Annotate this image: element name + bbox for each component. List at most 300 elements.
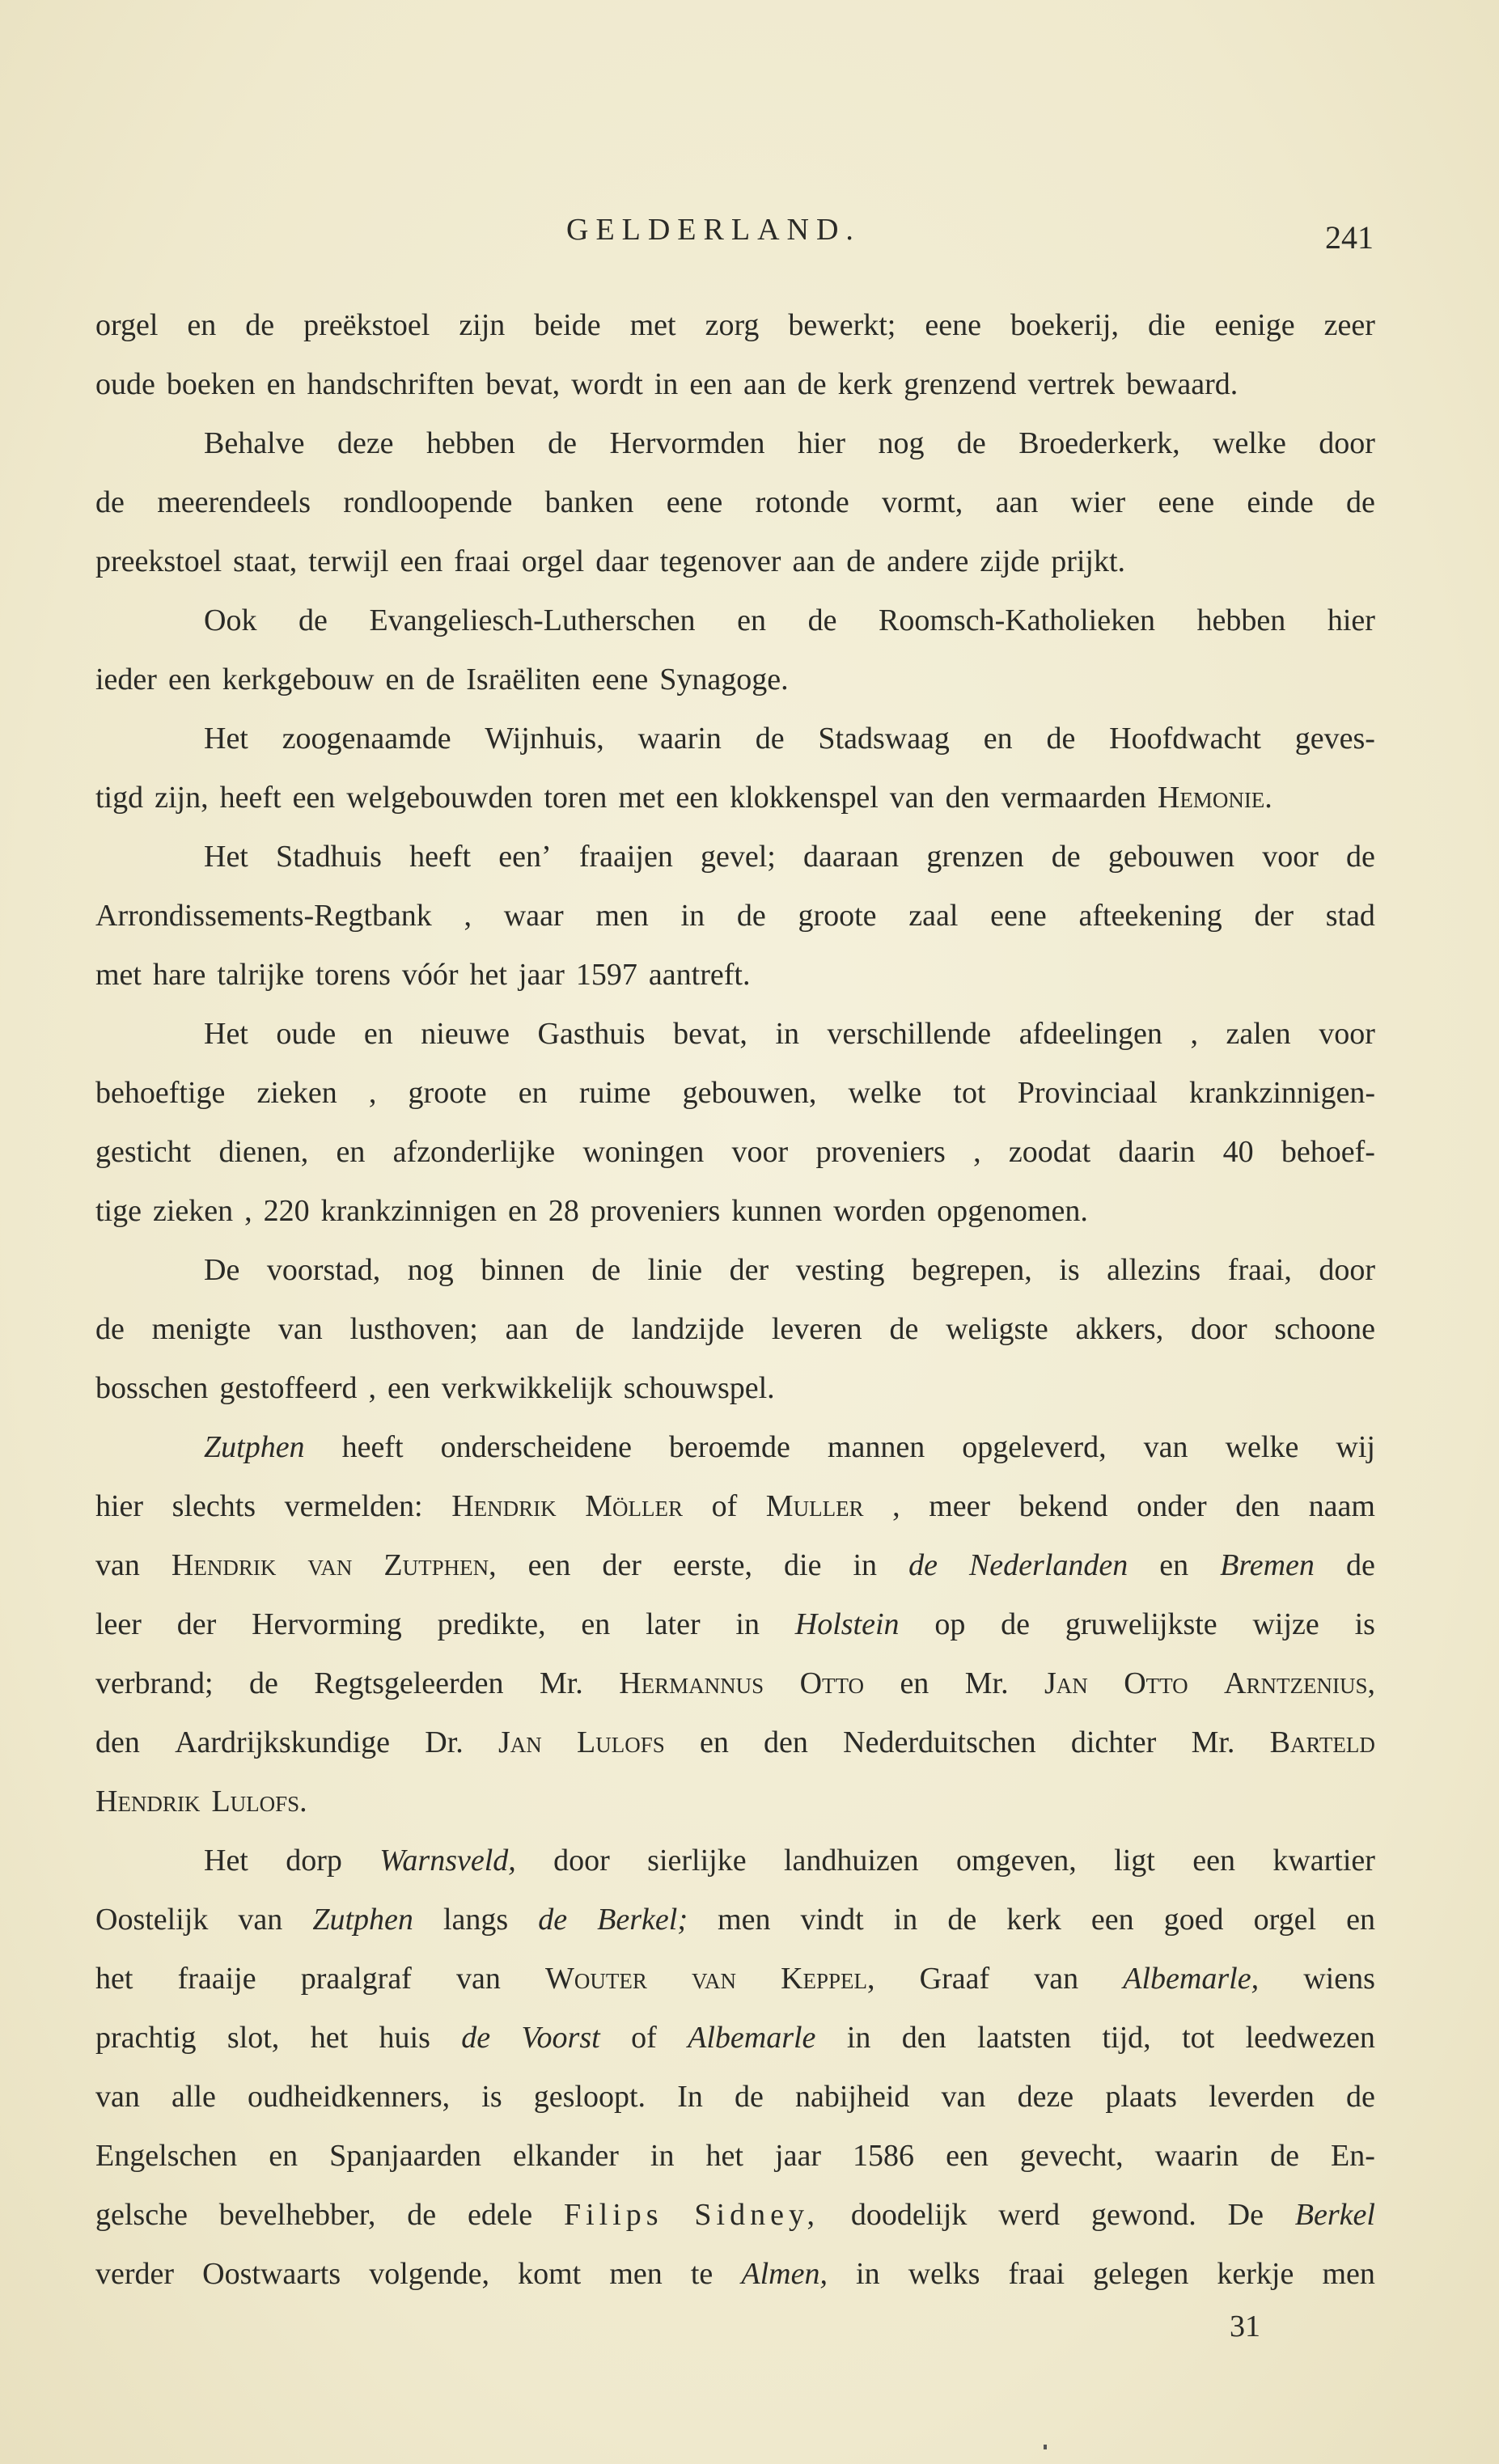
word: meer — [929, 1489, 991, 1523]
word: zieken — [256, 1076, 337, 1110]
word: zijn, — [155, 781, 209, 815]
word: Het — [204, 722, 248, 756]
word: komt — [518, 2257, 582, 2291]
word: fraaijen — [578, 840, 673, 874]
word: en — [269, 2139, 299, 2173]
word: zoodat — [1008, 1135, 1091, 1169]
word: de — [947, 1903, 977, 1937]
word: en — [385, 663, 415, 696]
word: langs — [443, 1903, 509, 1937]
word: en — [266, 367, 296, 401]
text-line — [95, 425, 1375, 485]
word: is — [1354, 1607, 1375, 1641]
word: verder — [95, 2257, 175, 2291]
word: waar — [503, 899, 564, 933]
word: orgel — [95, 308, 159, 342]
word: mannen — [827, 1430, 925, 1464]
text-line — [95, 1607, 1375, 1666]
word: Israëliten — [466, 663, 581, 696]
word: van — [95, 1548, 140, 1582]
text-line — [95, 1784, 1375, 1843]
word: een — [1192, 1844, 1235, 1878]
word: waarin — [637, 722, 722, 756]
word: tot — [1182, 2021, 1215, 2055]
word: der — [602, 1548, 642, 1582]
word: de — [889, 1312, 919, 1346]
word: verschillende — [827, 1017, 992, 1051]
word: in — [775, 1017, 799, 1051]
word: meerendeels — [157, 485, 311, 519]
text-line — [95, 1016, 1375, 1075]
word: Spanjaarden — [329, 2139, 481, 2173]
word: proveniers — [590, 1194, 721, 1228]
word: edele — [467, 2198, 533, 2232]
word: van — [691, 1962, 736, 1996]
word: Synagoge. — [659, 663, 789, 696]
word: de — [95, 1312, 125, 1346]
word: Mr. — [1191, 1725, 1235, 1759]
word: goed — [1163, 1903, 1224, 1937]
word: grenzend — [904, 367, 1017, 401]
word: welke — [1213, 426, 1286, 460]
word: in — [856, 2257, 880, 2291]
word: linie — [647, 1253, 703, 1287]
word: De — [204, 1253, 240, 1287]
word: praalgraf — [300, 1962, 412, 1996]
word: de — [1346, 2080, 1375, 2114]
word: deze — [1017, 2080, 1074, 2114]
word: een — [292, 781, 336, 815]
word: ieder — [95, 663, 157, 696]
word: weligste — [946, 1312, 1048, 1346]
word: volgende, — [369, 2257, 489, 2291]
word: en — [900, 1666, 929, 1700]
word: Sidney, — [694, 2198, 819, 2232]
word: Jan — [1044, 1666, 1088, 1700]
word: staat, — [233, 544, 298, 578]
word: Ook — [204, 603, 257, 637]
text-line — [95, 2079, 1375, 2138]
word: en — [699, 1725, 729, 1759]
word: bevat, — [485, 367, 561, 401]
word: de — [1346, 485, 1375, 519]
word: leedwezen — [1245, 2021, 1375, 2055]
word: , — [1190, 1017, 1198, 1051]
word: omgeven, — [956, 1844, 1077, 1878]
word: in — [650, 2139, 675, 2173]
word: In — [677, 2080, 703, 2114]
word: het — [469, 958, 507, 992]
word: den — [95, 1725, 140, 1759]
word: gebouwen, — [682, 1076, 817, 1110]
word: zorg — [705, 308, 760, 342]
word: preëkstoel — [303, 308, 430, 342]
word: wiens — [1303, 1962, 1375, 1996]
word: nog — [407, 1253, 454, 1287]
word: men — [595, 899, 649, 933]
word: de — [1346, 840, 1375, 874]
word: afdeelingen — [1018, 1017, 1162, 1051]
text-line — [95, 662, 1375, 721]
word: Voorst — [521, 2021, 600, 2055]
text-line — [95, 2138, 1375, 2197]
word: Jan — [498, 1725, 542, 1759]
text-line — [95, 1488, 1375, 1547]
word: ruime — [578, 1076, 651, 1110]
word: woningen — [582, 1135, 705, 1169]
word: en — [1346, 1903, 1375, 1937]
word: Engelschen — [95, 2139, 238, 2173]
word: met — [95, 958, 142, 992]
word: Albemarle — [688, 2021, 816, 2055]
word: boekerij, — [1010, 308, 1119, 342]
word: in — [853, 1548, 878, 1582]
word: voor — [1319, 1017, 1375, 1051]
text-line — [95, 1311, 1375, 1370]
word: handschriften — [307, 367, 475, 401]
word: orgel — [521, 544, 585, 578]
word: Hoofdwacht — [1109, 722, 1261, 756]
word: en — [508, 1194, 537, 1228]
word: welke — [1225, 1430, 1299, 1464]
word: andere — [887, 544, 969, 578]
word: eenige — [1214, 308, 1295, 342]
word: Regtsgeleerden — [314, 1666, 504, 1700]
word: Mr. — [539, 1666, 583, 1700]
word: in — [680, 899, 705, 933]
word: hier — [797, 426, 846, 460]
word: en — [518, 1076, 548, 1110]
word: talrijke — [217, 958, 304, 992]
word: Wouter — [544, 1962, 647, 1996]
word: Broederkerk, — [1018, 426, 1180, 460]
word: Dr. — [425, 1725, 464, 1759]
word: bosschen — [95, 1371, 209, 1405]
word: het — [95, 1962, 133, 1996]
word: gevel; — [701, 840, 776, 874]
word: een — [946, 2139, 989, 2173]
word: heeft — [219, 781, 282, 815]
word: voorstad, — [266, 1253, 381, 1287]
word: aan — [743, 367, 786, 401]
word: 28 — [548, 1194, 579, 1228]
word: de — [755, 722, 785, 756]
word: Otto — [1124, 1666, 1188, 1700]
word: leverden — [1209, 2080, 1315, 2114]
word: afzonderlijke — [392, 1135, 556, 1169]
word: is — [481, 2080, 502, 2114]
text-line — [95, 1547, 1375, 1607]
word: voor — [1262, 840, 1319, 874]
word: van — [889, 781, 934, 815]
text-line — [95, 1961, 1375, 2020]
word: die — [1148, 308, 1186, 342]
text-line — [95, 780, 1375, 839]
word: zalen — [1226, 1017, 1291, 1051]
word: eene — [666, 485, 723, 519]
word: vindt — [800, 1903, 864, 1937]
word: van — [941, 2080, 986, 2114]
text-line — [95, 485, 1375, 544]
word: alle — [171, 2080, 216, 2114]
word: door — [1190, 1312, 1247, 1346]
word: kerkgebouw — [222, 663, 375, 696]
word: Berkel — [1294, 2198, 1375, 2232]
word: torens — [315, 958, 391, 992]
word: bevelhebber, — [218, 2198, 376, 2232]
word: is — [1059, 1253, 1080, 1287]
word: der — [729, 1253, 769, 1287]
word: , — [464, 899, 472, 933]
word: Evangeliesch-Lutherschen — [369, 603, 696, 637]
word: verkwikkelijk — [441, 1371, 612, 1405]
word: Otto — [799, 1666, 865, 1700]
text-line — [95, 839, 1375, 898]
word: vermaarden — [1001, 781, 1146, 815]
word: Hendrik — [451, 1489, 557, 1523]
word: de — [95, 485, 125, 519]
word: vermelden: — [284, 1489, 423, 1523]
word: welke — [848, 1076, 922, 1110]
word: kwartier — [1272, 1844, 1375, 1878]
word: van — [455, 1962, 501, 1996]
word: behoef- — [1281, 1135, 1375, 1169]
word: aantreft. — [648, 958, 751, 992]
word: eene — [591, 663, 649, 696]
word: de — [548, 426, 578, 460]
word: door — [1319, 426, 1375, 460]
word: de — [1051, 840, 1081, 874]
word: allezins — [1107, 1253, 1201, 1287]
word: en — [187, 308, 217, 342]
word: Hendrik — [171, 1548, 277, 1582]
word: en — [737, 603, 766, 637]
word: hare — [152, 958, 206, 992]
word: de — [846, 544, 876, 578]
word: tijd, — [1102, 2021, 1151, 2055]
word: schoone — [1274, 1312, 1375, 1346]
word: met — [629, 308, 676, 342]
word: jaar — [518, 958, 565, 992]
word: Behalve — [204, 426, 305, 460]
word: welgebouwden — [346, 781, 533, 815]
word: der — [1254, 899, 1294, 933]
word: den — [945, 781, 990, 815]
text-line — [95, 1193, 1375, 1252]
word: de — [734, 2080, 764, 2114]
word: groote — [798, 899, 877, 933]
word: eene — [925, 308, 981, 342]
word: fraai — [454, 544, 510, 578]
text-line — [95, 1134, 1375, 1193]
word: Filips — [563, 2198, 663, 2232]
word: Berkel; — [597, 1903, 688, 1937]
word: de — [797, 367, 827, 401]
text-line — [95, 1252, 1375, 1311]
text-line — [95, 1843, 1375, 1902]
word: Het — [204, 840, 248, 874]
word: tigd — [95, 781, 144, 815]
word: een — [400, 544, 443, 578]
word: den — [901, 2021, 946, 2055]
word: prijkt. — [1051, 544, 1126, 578]
word: hier — [95, 1489, 144, 1523]
word: welks — [908, 2257, 980, 2291]
word: en — [1159, 1548, 1189, 1582]
word: Aardrijkskundige — [175, 1725, 391, 1759]
word: voor — [731, 1135, 789, 1169]
word: Hemonie. — [1157, 781, 1272, 815]
word: gesticht — [95, 1135, 192, 1169]
word: , — [368, 1076, 377, 1110]
word: dorp — [286, 1844, 342, 1878]
text-line — [95, 1075, 1375, 1134]
word: de — [807, 603, 837, 637]
word: En- — [1331, 2139, 1375, 2173]
word: vóór — [401, 958, 459, 992]
word: gelegen — [1093, 2257, 1189, 2291]
word: tot — [953, 1076, 986, 1110]
word: bekend — [1018, 1489, 1108, 1523]
word: Stadswaag — [818, 722, 950, 756]
word: kerkje — [1217, 2257, 1294, 2291]
word: een — [387, 1371, 430, 1405]
word: de — [1345, 1548, 1375, 1582]
word: en — [581, 1607, 611, 1641]
text-line — [95, 544, 1375, 603]
word: begrepen, — [911, 1253, 1032, 1287]
word: het — [310, 2021, 349, 2055]
word: terwijl — [308, 544, 389, 578]
word: orgel — [1253, 1903, 1317, 1937]
word: Keppel, — [781, 1962, 875, 1996]
word: Lulofs. — [211, 1784, 307, 1818]
text-line — [95, 721, 1375, 780]
word: werd — [998, 2198, 1061, 2232]
word: Oostelijk — [95, 1903, 209, 1937]
word: vesting — [795, 1253, 885, 1287]
word: hier — [1327, 603, 1375, 637]
word: schouwspel. — [623, 1371, 775, 1405]
word: daaraan — [803, 840, 900, 874]
word: de — [1046, 722, 1076, 756]
word: plaats — [1105, 2080, 1177, 2114]
word: gebouwen — [1107, 840, 1235, 874]
word: in — [735, 1607, 760, 1641]
word: deze — [337, 426, 394, 460]
word: fraai, — [1227, 1253, 1292, 1287]
word: of — [631, 2021, 657, 2055]
word: naam — [1308, 1489, 1375, 1523]
word: binnen — [481, 1253, 565, 1287]
word: Bremen — [1220, 1548, 1315, 1582]
word: de — [426, 663, 455, 696]
page-number: 241 — [1325, 219, 1374, 256]
word: de — [249, 1666, 278, 1700]
word: den — [764, 1725, 808, 1759]
word: in — [654, 367, 679, 401]
word: men — [718, 1903, 771, 1937]
word: 220 — [263, 1194, 310, 1228]
word: later — [646, 1607, 701, 1641]
word: 1586 — [853, 2139, 915, 2173]
word: Holstein — [794, 1607, 900, 1641]
word: De — [1227, 2198, 1264, 2232]
word: Hervormden — [609, 426, 765, 460]
word: gevecht, — [1019, 2139, 1124, 2173]
word: kunnen — [731, 1194, 823, 1228]
word: klokkenspel — [730, 781, 879, 815]
word: der — [176, 1607, 217, 1641]
body-text — [95, 307, 1375, 2315]
word: 40 — [1222, 1135, 1254, 1169]
word: stad — [1325, 899, 1375, 933]
word: de — [1001, 1607, 1031, 1641]
word: heeft — [341, 1430, 404, 1464]
word: de — [591, 1253, 621, 1287]
word: Wijnhuis, — [485, 722, 604, 756]
word: boeken — [166, 367, 256, 401]
word: Barteld — [1269, 1725, 1375, 1759]
text-line — [95, 2256, 1375, 2315]
text-line — [95, 898, 1375, 957]
word: door — [553, 1844, 610, 1878]
word: de — [736, 899, 766, 933]
word: Zutphen, — [383, 1548, 497, 1582]
text-line — [95, 2020, 1375, 2079]
word: eerste, — [672, 1548, 753, 1582]
word: waarin — [1154, 2139, 1239, 2173]
word: de — [908, 1548, 938, 1582]
text-line — [95, 1725, 1375, 1784]
word: Graaf — [919, 1962, 990, 1996]
word: Almen, — [741, 2257, 828, 2291]
word: landhuizen — [783, 1844, 919, 1878]
word: en — [336, 1135, 366, 1169]
word: akkers, — [1075, 1312, 1164, 1346]
word: van — [1034, 1962, 1079, 1996]
word: en — [983, 722, 1013, 756]
word: prachtig — [95, 2021, 197, 2055]
word: Gasthuis — [537, 1017, 646, 1051]
word: Nederduitschen — [843, 1725, 1036, 1759]
word: wij — [1336, 1430, 1375, 1464]
word: opgenomen. — [937, 1194, 1088, 1228]
word: de — [299, 603, 328, 637]
word: Mr. — [964, 1666, 1009, 1700]
word: zijde — [980, 544, 1040, 578]
word: slot, — [227, 2021, 280, 2055]
word: Zutphen — [204, 1430, 305, 1464]
text-line — [95, 366, 1375, 425]
word: de — [245, 308, 275, 342]
word: hebben — [426, 426, 515, 460]
word: wijze — [1252, 1607, 1319, 1641]
word: onderscheidene — [440, 1430, 632, 1464]
word: geves- — [1294, 722, 1375, 756]
word: einde — [1247, 485, 1314, 519]
word: lusthoven; — [349, 1312, 478, 1346]
word: Albemarle, — [1123, 1962, 1260, 1996]
word: jaar — [775, 2139, 821, 2173]
word: in — [893, 1903, 918, 1937]
word: oudheidkenners, — [248, 2080, 451, 2114]
word: Oostwaarts — [202, 2257, 341, 2291]
word: Stadhuis — [276, 840, 382, 874]
word: de — [538, 1903, 568, 1937]
word: vormt, — [882, 485, 963, 519]
word: gestoffeerd — [219, 1371, 358, 1405]
